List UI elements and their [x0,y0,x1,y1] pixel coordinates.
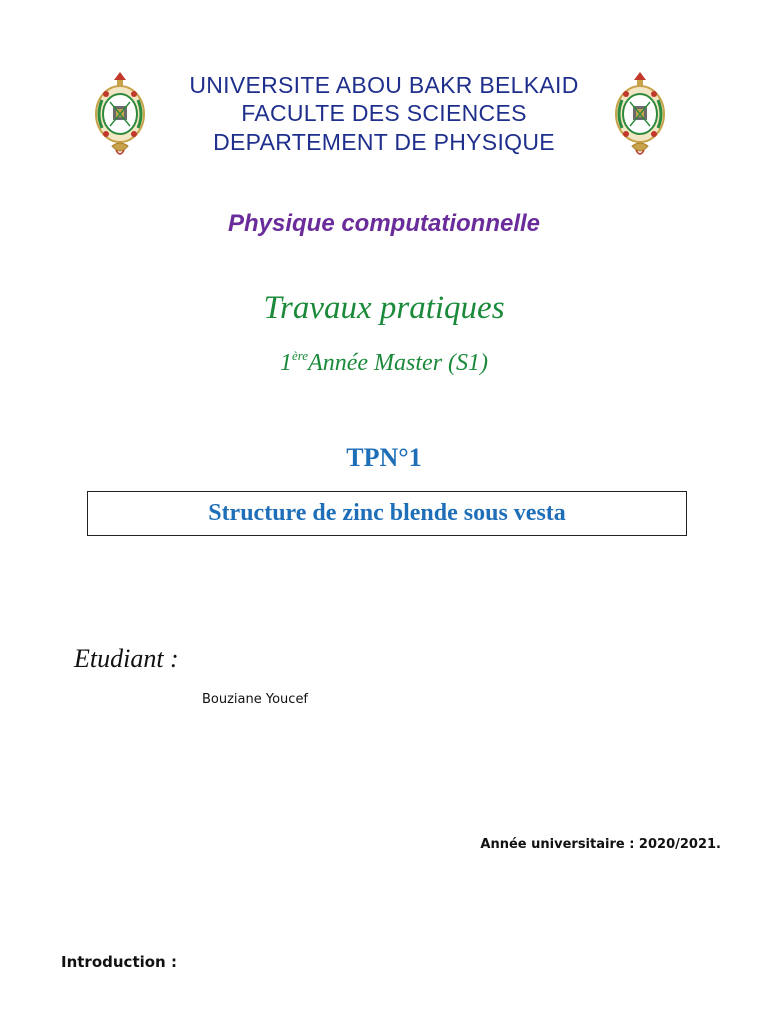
student-name: Bouziane Youcef [202,692,309,707]
subject-box [87,491,687,536]
subject-title: Structure de zinc blende sous vesta [208,500,566,526]
university-name: UNIVERSITE ABOU BAKR BELKAID [189,72,579,98]
tp-number: TPN°1 [346,443,422,472]
year-rest: Année Master (S1) [308,350,489,376]
academic-year: Année universitaire : 2020/2021. [480,837,721,852]
year-superscript: ère [291,348,309,363]
student-label: Etudiant : [74,644,179,673]
year-number: 1 [279,350,292,376]
document-title: Travaux pratiques [263,290,505,326]
introduction-heading: Introduction : [61,953,177,971]
course-title: Physique computationnelle [227,210,541,237]
university-emblem-right [612,70,668,160]
department-name: DEPARTEMENT DE PHYSIQUE [213,129,555,155]
academic-level [0,348,768,377]
faculty-name: FACULTE DES SCIENCES [241,100,527,126]
